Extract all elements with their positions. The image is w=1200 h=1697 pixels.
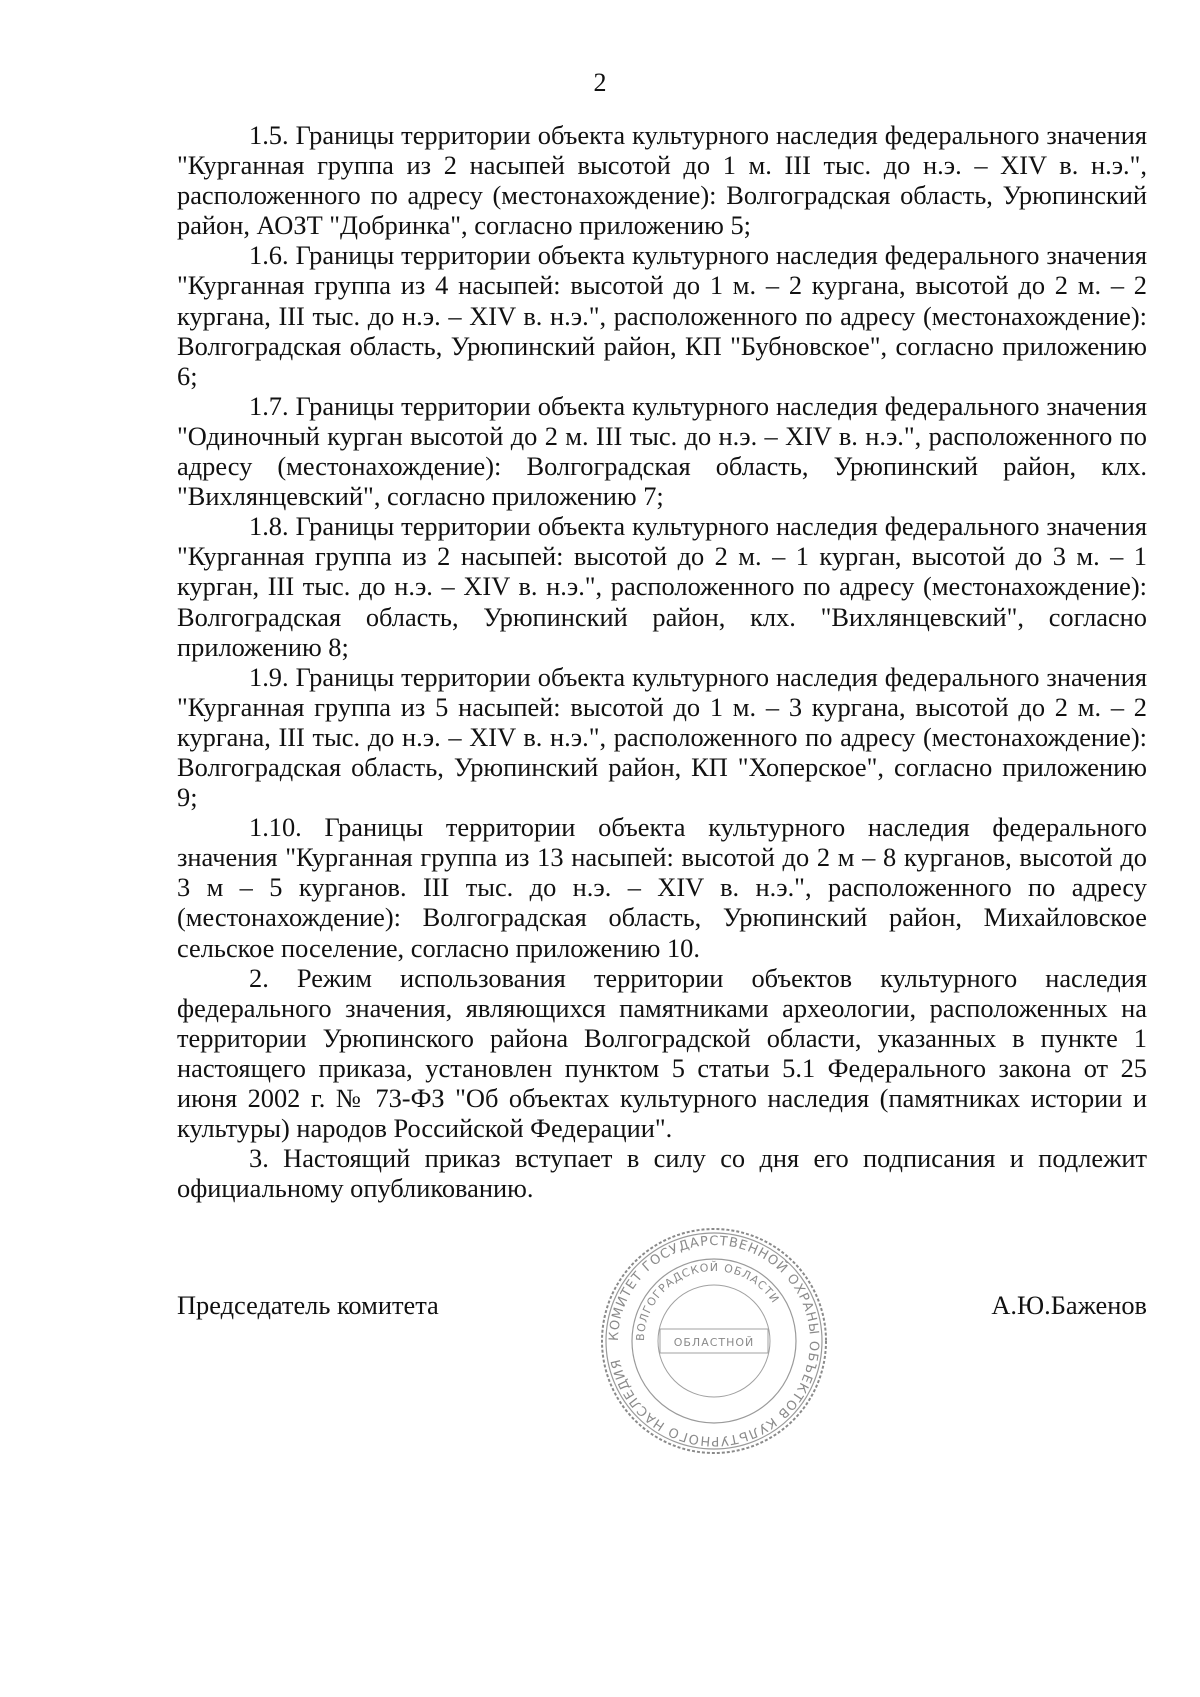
- paragraph-1-7: 1.7. Границы территории объекта культурного наследия федерального значения "Одиночный курган высотой до 2 м. III тыс. до н.э. – XIV в. н.э.", расположенного по адресу (местонахождение): Волгоградская область, Урюпинский район, клх. "Вихлянцевский", согласно приложению 7;: [177, 390, 1147, 512]
- seal-graphic: [596, 1223, 832, 1459]
- document-body: [177, 120, 1147, 1203]
- seal-center-text: ОБЛАСТНОЙ: [673, 1336, 755, 1349]
- paragraph-1-9: 1.9. Границы территории объекта культурного наследия федерального значения "Курганная группа из 5 насыпей: высотой до 1 м. – 3 кургана, высотой до 2 м. – 2 кургана, III тыс. до н.э. – XIV в. н.э.", расположенного по адресу (местонахождение): Волгоградская область, Урюпинский район, КП "Хоперское", согласно приложению 9;: [177, 661, 1147, 813]
- paragraph-1-5: 1.5. Границы территории объекта культурного наследия федерального значения "Курганная группа из 2 насыпей высотой до 1 м. III тыс. до н.э. – XIV в. н.э.", расположенного по адресу (местонахождение): Волгоградская область, Урюпинский район, АОЗТ "Добринка", согласно приложению 5;: [177, 120, 1147, 241]
- page-number: 2: [593, 68, 607, 97]
- paragraph-2: 2. Режим использования территории объектов культурного наследия федерального значения, являющихся памятниками археологии, расположенных на территории Урюпинского района Волгоградской области, указанных в пункте 1 настоящего приказа, установлен пунктом 5 статьи 5.1 Федерального закона от 25 июня 2002 г. № 73-ФЗ "Об объектах культурного наследия (памятниках истории и культуры) народов Российской Федерации".: [177, 962, 1147, 1144]
- seal-outer-text: КОМИТЕТ ГОСУДАРСТВЕННОЙ ОХРАНЫ ОБЪЕКТОВ КУЛЬТУРНОГО НАСЛЕДИЯ: [606, 1233, 822, 1449]
- paragraph-3: 3. Настоящий приказ вступает в силу со дня его подписания и подлежит официальному опубликованию.: [177, 1143, 1147, 1204]
- paragraph-1-6: 1.6. Границы территории объекта культурного наследия федерального значения "Курганная группа из 4 насыпей: высотой до 1 м. – 2 кургана, высотой до 2 м. – 2 кургана, III тыс. до н.э. – XIV в. н.э.", расположенного по адресу (местонахождение): Волгоградская область, Урюпинский район, КП "Бубновское", согласно приложению 6;: [177, 240, 1147, 391]
- official-seal: [596, 1223, 832, 1459]
- signatory-position: Председатель комитета: [177, 1290, 439, 1320]
- seal-inner-text: ВОЛГОГРАДСКОЙ ОБЛАСТИ: [633, 1260, 782, 1342]
- paragraph-1-10: 1.10. Границы территории объекта культурного наследия федерального значения "Курганная группа из 13 насыпей: высотой до 2 м – 8 курганов, высотой до 3 м – 5 курганов. III тыс. до н.э. – XIV в. н.э.", расположенного по адресу (местонахождение): Волгоградская область, Урюпинский район, Михайловское сельское поселение, согласно приложению 10.: [177, 812, 1147, 963]
- signatory-name: А.Ю.Баженов: [991, 1290, 1147, 1320]
- paragraph-1-8: 1.8. Границы территории объекта культурного наследия федерального значения "Курганная группа из 2 насыпей: высотой до 2 м. – 1 курган, высотой до 3 м. – 1 курган, III тыс. до н.э. – XIV в. н.э.", расположенного по адресу (местонахождение): Волгоградская область, Урюпинский район, клх. "Вихлянцевский", согласно приложению 8;: [177, 511, 1147, 662]
